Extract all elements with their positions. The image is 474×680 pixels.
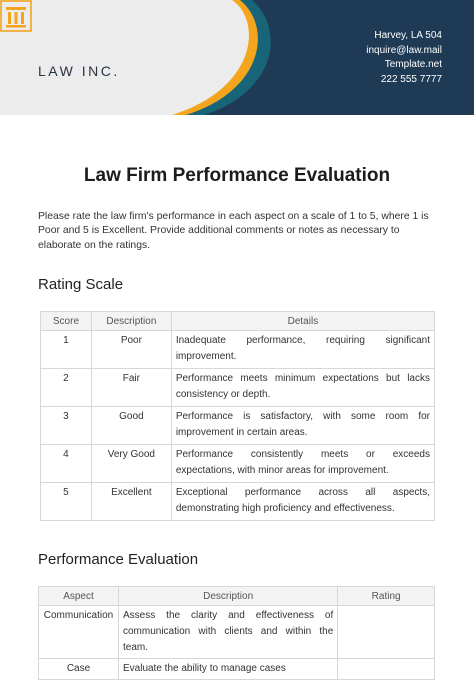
- column-header-rating: Rating: [338, 587, 435, 606]
- table-row: [41, 407, 435, 445]
- table-row: [41, 445, 435, 483]
- intro-paragraph: Please rate the law firm's performance in each aspect on a scale of 1 to 5, where 1 is Poor and 5 is Excellent. Provide additional comments or notes as necessary to elaborate on the ratings.: [38, 211, 429, 251]
- score-cell: 2: [41, 369, 92, 407]
- details-cell: Exceptional performance across all aspects, demonstrating high proficiency and effectiveness.: [171, 483, 434, 521]
- letterhead: [0, 0, 474, 115]
- details-cell: Performance consistently meets or exceeds expectations, with minor areas for improvement.: [171, 445, 434, 483]
- contact-block: [366, 29, 442, 87]
- table-row: [41, 483, 435, 521]
- table-header-row: [41, 312, 435, 331]
- contact-address: Harvey, LA 504: [374, 30, 442, 41]
- table-header-row: [39, 587, 435, 606]
- table-row: [39, 606, 435, 659]
- contact-website: Template.net: [384, 59, 442, 70]
- score-cell: 4: [41, 445, 92, 483]
- score-cell: 1: [41, 331, 92, 369]
- contact-phone: 222 555 7777: [380, 73, 442, 85]
- aspect-cell: Communication: [39, 606, 119, 659]
- description-cell: Very Good: [91, 445, 171, 483]
- description-cell: Assess the clarity and effectiveness of communication with clients and within the team.: [118, 606, 337, 659]
- details-cell: Performance meets minimum expectations but lacks consistency or depth.: [171, 369, 434, 407]
- contact-email: inquire@law.mail: [366, 44, 442, 56]
- column-header-score: Score: [41, 312, 92, 331]
- column-header-description: Description: [118, 587, 337, 606]
- details-cell: Inadequate performance, requiring significant improvement.: [171, 331, 434, 369]
- rating-scale-table: [40, 311, 435, 521]
- column-header-description: Description: [91, 312, 171, 331]
- performance-evaluation-table: [38, 586, 435, 680]
- description-cell: Good: [91, 407, 171, 445]
- table-row: [41, 331, 435, 369]
- pillar-logo-icon: [0, 0, 32, 32]
- description-cell: Poor: [91, 331, 171, 369]
- document-title: Law Firm Performance Evaluation: [83, 165, 391, 186]
- rating-cell[interactable]: [338, 659, 435, 680]
- rating-scale-heading: Rating Scale: [38, 276, 124, 293]
- aspect-cell: Case: [39, 659, 119, 680]
- table-row: [39, 659, 435, 680]
- company-name: LAW INC.: [38, 63, 120, 79]
- score-cell: 3: [41, 407, 92, 445]
- description-cell: Fair: [91, 369, 171, 407]
- details-cell: Performance is satisfactory, with some room for improvement in certain areas.: [171, 407, 434, 445]
- rating-cell[interactable]: [338, 606, 435, 659]
- table-row: [41, 369, 435, 407]
- description-cell: Evaluate the ability to manage cases: [118, 659, 337, 680]
- score-cell: 5: [41, 483, 92, 521]
- column-header-aspect: Aspect: [39, 587, 119, 606]
- description-cell: Excellent: [91, 483, 171, 521]
- performance-evaluation-heading: Performance Evaluation: [38, 551, 199, 568]
- column-header-details: Details: [171, 312, 434, 331]
